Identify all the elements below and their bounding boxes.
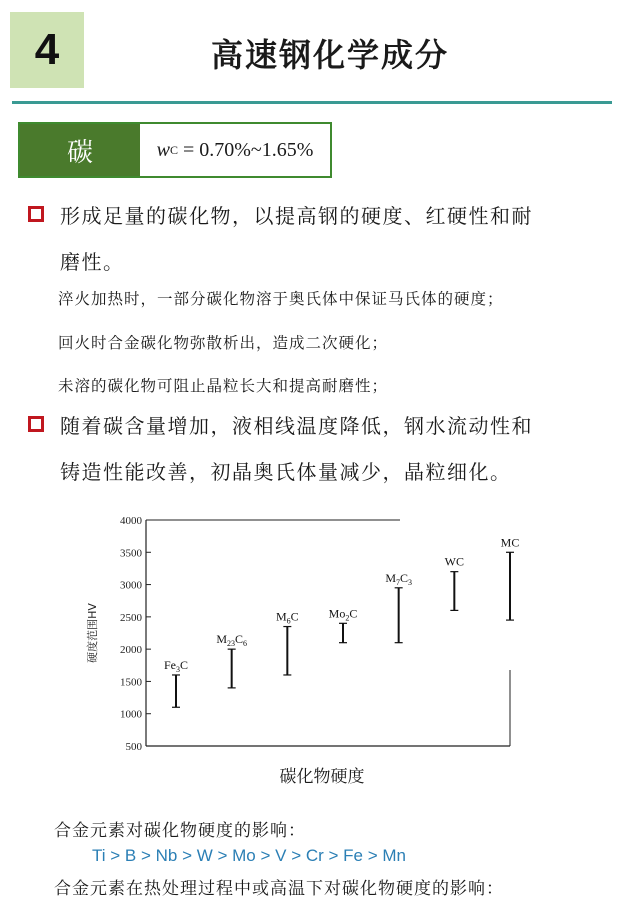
bullet-square-icon bbox=[28, 206, 44, 222]
carbide-label: $Mo_2C$ bbox=[328, 606, 358, 623]
y-tick-label: 1500 bbox=[120, 676, 142, 689]
carbide-label: WC bbox=[444, 554, 465, 569]
y-axis-label: 硬度范围HV bbox=[86, 603, 99, 663]
point-2-line-2: 铸造性能改善，初晶奥氏体量减少，晶粒细化。 bbox=[60, 460, 512, 484]
header bbox=[0, 0, 644, 106]
point-2-line-1: 随着碳含量增加，液相线温度降低，钢水流动性和 bbox=[60, 414, 533, 438]
influence-title: 合金元素对碳化物硬度的影响： bbox=[54, 821, 306, 841]
y-tick-label: 500 bbox=[125, 741, 142, 753]
carbon-range bbox=[140, 124, 330, 176]
y-tick-label: 3500 bbox=[120, 547, 142, 560]
point-1-detail-2: 回火时合金碳化物弥散析出，造成二次硬化； bbox=[58, 334, 389, 352]
y-tick-label: 4000 bbox=[120, 515, 142, 527]
chart-svg bbox=[80, 506, 530, 758]
page-title: 高速钢化学成分 bbox=[210, 36, 449, 74]
point-1-detail-3: 未溶的碳化物可阻止晶粒长大和提高耐磨性； bbox=[58, 377, 389, 395]
carbon-content-box bbox=[18, 122, 332, 178]
bullet-square-icon bbox=[28, 416, 44, 432]
point-1-detail-1: 淬火加热时，一部分碳化物溶于奥氏体中保证马氏体的硬度； bbox=[58, 290, 504, 308]
section-number-badge: 4 bbox=[10, 12, 84, 88]
y-tick-label: 3000 bbox=[120, 579, 142, 592]
carbon-symbol: w bbox=[156, 138, 170, 161]
carbide-label: $M_7C_3$ bbox=[385, 570, 413, 587]
carbide-label: $M_6C$ bbox=[275, 609, 299, 626]
y-tick-label: 1000 bbox=[120, 708, 142, 721]
chart-caption: 碳化物硬度 bbox=[279, 767, 365, 787]
carbide-label: $Fe_3C$ bbox=[163, 657, 189, 674]
carbide-hardness-chart bbox=[80, 506, 530, 758]
carbon-symbol-subscript: C bbox=[169, 142, 178, 157]
carbon-label: 碳 bbox=[20, 124, 140, 176]
carbon-range-value: = 0.70%~1.65% bbox=[182, 138, 314, 161]
y-tick-label: 2000 bbox=[120, 644, 142, 657]
y-tick-label: 2500 bbox=[120, 611, 142, 624]
carbide-label: MC bbox=[500, 535, 520, 550]
hardness-order: Ti > B > Nb > W > Mo > V > Cr > Fe > Mn bbox=[92, 846, 406, 865]
point-1-line-1: 形成足量的碳化物，以提高钢的硬度、红硬性和耐 bbox=[60, 204, 533, 228]
heat-treatment-title: 合金元素在热处理过程中或高温下对碳化物硬度的影响： bbox=[54, 879, 504, 899]
carbide-label: $M_{23}C_6$ bbox=[216, 632, 248, 649]
point-1-line-2: 磨性。 bbox=[60, 250, 125, 274]
title-divider bbox=[12, 101, 612, 104]
